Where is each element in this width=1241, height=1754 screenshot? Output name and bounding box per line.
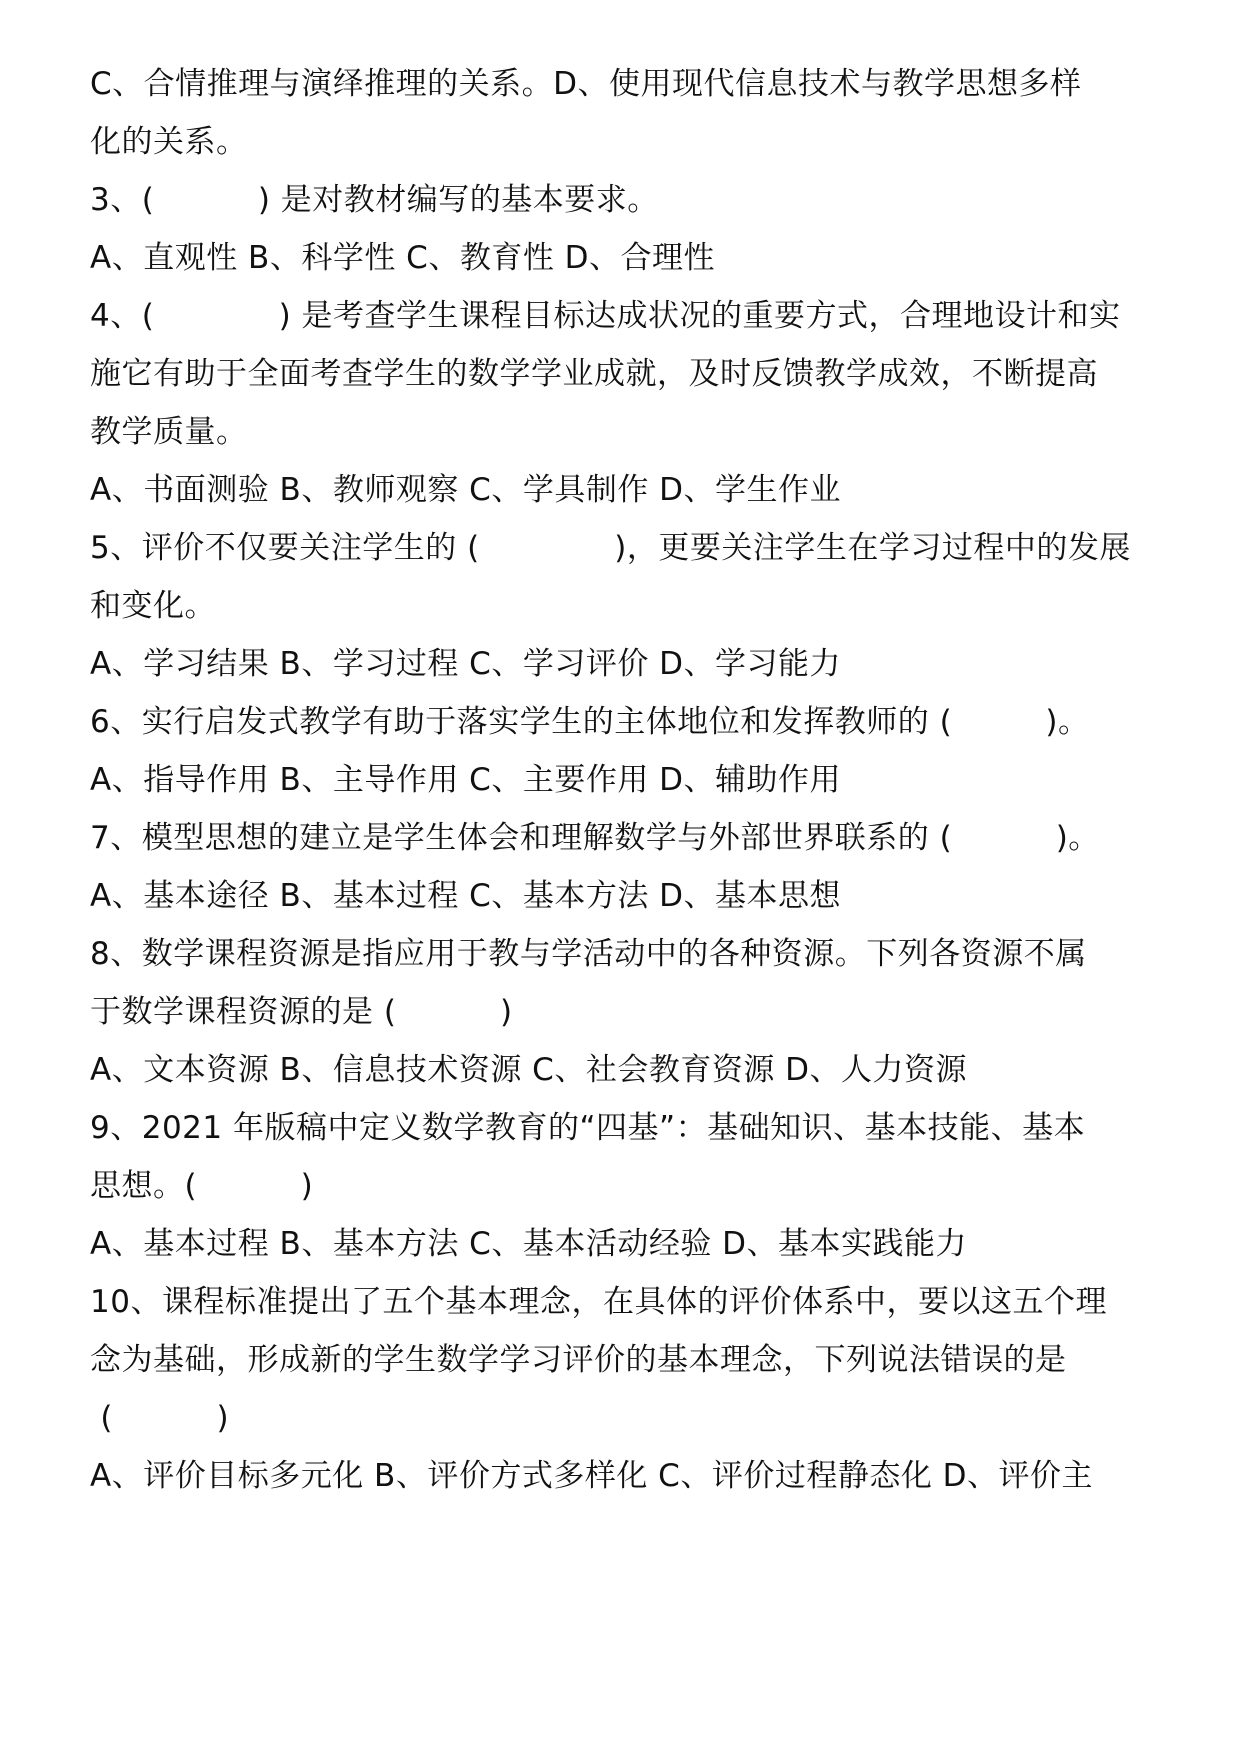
options-9: A、基本过程 B、基本方法 C、基本活动经验 D、基本实践能力	[90, 1226, 968, 1262]
options-6: A、指导作用 B、主导作用 C、主要作用 D、辅助作用	[90, 762, 842, 798]
text-line: 念为基础，形成新的学生数学学习评价的基本理念，下列说法错误的是	[90, 1342, 1067, 1378]
options-7: A、基本途径 B、基本过程 C、基本方法 D、基本思想	[90, 878, 842, 914]
question-3: 3、( ) 是对教材编写的基本要求。	[90, 182, 659, 218]
question-4: 4、( ) 是考查学生课程目标达成状况的重要方式，合理地设计和实	[90, 298, 1121, 334]
text-line: 于数学课程资源的是 ( )	[90, 994, 513, 1030]
text-line: 和变化。	[90, 588, 216, 624]
options-3: A、直观性 B、科学性 C、教育性 D、合理性	[90, 240, 716, 276]
question-10: 10、课程标准提出了五个基本理念，在具体的评价体系中，要以这五个理	[90, 1284, 1107, 1320]
text-line: 思想。( )	[90, 1168, 314, 1204]
text-line: 化的关系。	[90, 124, 248, 160]
text-line: ( )	[90, 1400, 230, 1436]
options-10: A、评价目标多元化 B、评价方式多样化 C、评价过程静态化 D、评价主	[90, 1458, 1094, 1494]
question-9: 9、2021 年版稿中定义数学教育的“四基”：基础知识、基本技能、基本	[90, 1110, 1086, 1146]
question-7: 7、模型思想的建立是学生体会和理解数学与外部世界联系的 ( )。	[90, 820, 1100, 856]
text-line: 施它有助于全面考查学生的数学学业成就，及时反馈教学成效，不断提高	[90, 356, 1098, 392]
text-line: 教学质量。	[90, 414, 248, 450]
question-5: 5、评价不仅要关注学生的 ( )，更要关注学生在学习过程中的发展	[90, 530, 1131, 566]
options-4: A、书面测验 B、教师观察 C、学具制作 D、学生作业	[90, 472, 842, 508]
question-6: 6、实行启发式教学有助于落实学生的主体地位和发挥教师的 ( )。	[90, 704, 1090, 740]
options-5: A、学习结果 B、学习过程 C、学习评价 D、学习能力	[90, 646, 842, 682]
text-line: C、合情推理与演绎推理的关系。D、使用现代信息技术与教学思想多样	[90, 66, 1082, 102]
options-8: A、文本资源 B、信息技术资源 C、社会教育资源 D、人力资源	[90, 1052, 968, 1088]
question-8: 8、数学课程资源是指应用于教与学活动中的各种资源。下列各资源不属	[90, 936, 1087, 972]
